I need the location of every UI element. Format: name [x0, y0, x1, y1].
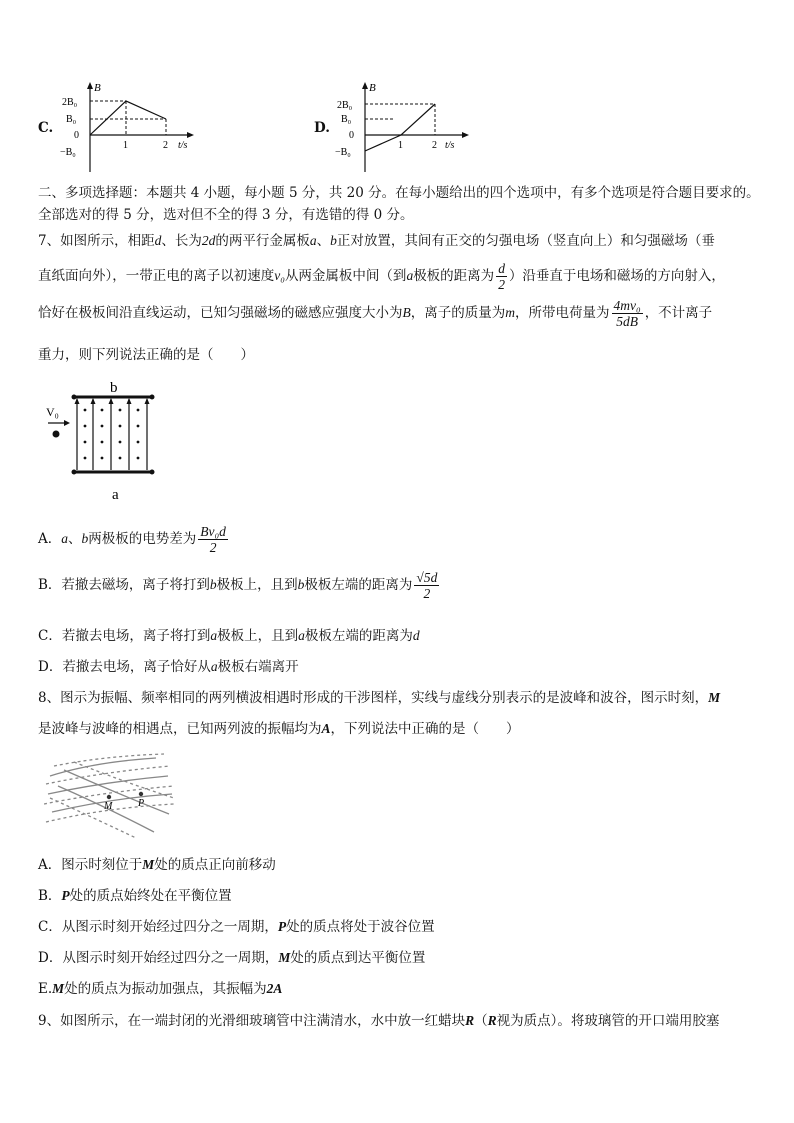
q8-option-c: C．从图示时刻开始经过四分之一周期，P处的质点将处于波谷位置 — [38, 919, 435, 935]
tick-0: 0 — [74, 130, 79, 141]
option-d-label: D. — [314, 120, 330, 136]
q7-line-1: 7、如图所示，相距d、长为2d的两平行金属板a、b正对放置，其间有正交的匀强电场（竖直向上）和匀强磁场（垂 — [38, 233, 715, 249]
tick-0: 0 — [349, 130, 354, 141]
tick-2b0: 2B₀ — [62, 97, 78, 108]
tick-x-2: 2 — [163, 140, 168, 151]
tick-minus-b0: −B₀ — [335, 147, 351, 158]
option-c-label: C. — [38, 120, 54, 136]
q7-option-a: A．a、b两极板的电势差为 $\frac{\text{Bv₀d}}{2}$ — [38, 524, 226, 555]
q8-interference-figure — [44, 752, 179, 842]
fig-point-m: M — [104, 801, 113, 812]
q8-line-2: 是波峰与波峰的相遇点，已知两列波的振幅均为A，下列说法中正确的是（ ） — [38, 721, 520, 737]
q7-line-4: 重力，则下列说法正确的是（ ） — [38, 347, 254, 363]
tick-x-2: 2 — [432, 140, 437, 151]
fig-v0-label: V₀ — [46, 405, 59, 419]
option-c-graph — [58, 80, 208, 176]
tick-x-1: 1 — [398, 140, 403, 151]
axis-y-label: B — [369, 82, 376, 94]
section-instruction-1: 二、多项选择题：本题共 4 小题，每小题 5 分，共 20 分。在每小题给出的四个选项中，有多个选项是符合题目要求的。 — [38, 185, 760, 201]
q9-line-1: 9、如图所示，在一端封闭的光滑细玻璃管中注满清水，水中放一红蜡块R（R视为质点）。将玻璃管的开口端用胶塞 — [38, 1013, 720, 1029]
tick-x-1: 1 — [123, 140, 128, 151]
tick-minus-b0: −B₀ — [60, 147, 76, 158]
fig-point-p: P — [138, 798, 145, 809]
fig-plate-b-label: b — [110, 380, 118, 396]
axis-x-label: t/s — [445, 140, 455, 151]
option-d-graph — [333, 80, 483, 176]
q8-line-1: 8、图示为振幅、频率相同的两列横波相遇时形成的干涉图样，实线与虚线分别表示的是波峰和波谷，图示时刻，M — [38, 690, 721, 706]
q7-line-3: 恰好在极板间沿直线运动，已知匀强磁场的磁感应强度大小为B，离子的质量为m，所带电荷量为 $\frac{\text{4mv₀}}{5dB}$ ，不计离子 — [38, 298, 713, 329]
axis-x-label: t/s — [178, 140, 188, 151]
tick-2b0: 2B₀ — [337, 100, 353, 111]
q8-option-e: E.M处的质点为振动加强点，其振幅为2A — [38, 981, 283, 997]
tick-b0: B₀ — [66, 114, 77, 125]
fraction-charge: $\frac{\text{4mv₀}}{5dB}$ — [613, 298, 641, 329]
tick-b0: B₀ — [341, 114, 352, 125]
q7-option-d: D．若撤去电场，离子恰好从a极板右端离开 — [38, 659, 299, 675]
q7-option-c: C．若撤去电场，离子将打到a极板上，且到a极板左端的距离为d — [38, 628, 420, 644]
q8-option-d: D．从图示时刻开始经过四分之一周期，M处的质点到达平衡位置 — [38, 950, 426, 966]
q7-capacitor-figure — [40, 378, 170, 503]
q8-option-b: B．P处的质点始终处在平衡位置 — [38, 888, 232, 904]
q7-line-2: 直纸面向外），一带正电的离子以初速度v₀从两金属板中间（到a极板的距离为 $\frac{d}{2}$ ）沿垂直于电场和磁场的方向射入， — [38, 261, 725, 292]
section-instruction-2: 全部选对的得 5 分，选对但不全的得 3 分，有选错的得 0 分。 — [38, 207, 414, 223]
axis-y-label: B — [94, 82, 101, 94]
fig-plate-a-label: a — [112, 487, 119, 503]
fraction-d-over-2: $\frac{d}{2}$ — [498, 261, 505, 292]
q7-option-b: B．若撤去磁场，离子将打到b极板上，且到b极板左端的距离为 $\frac{√5d}{2}$ — [38, 570, 438, 601]
q8-option-a: A．图示时刻位于M处的质点正向前移动 — [38, 857, 276, 873]
